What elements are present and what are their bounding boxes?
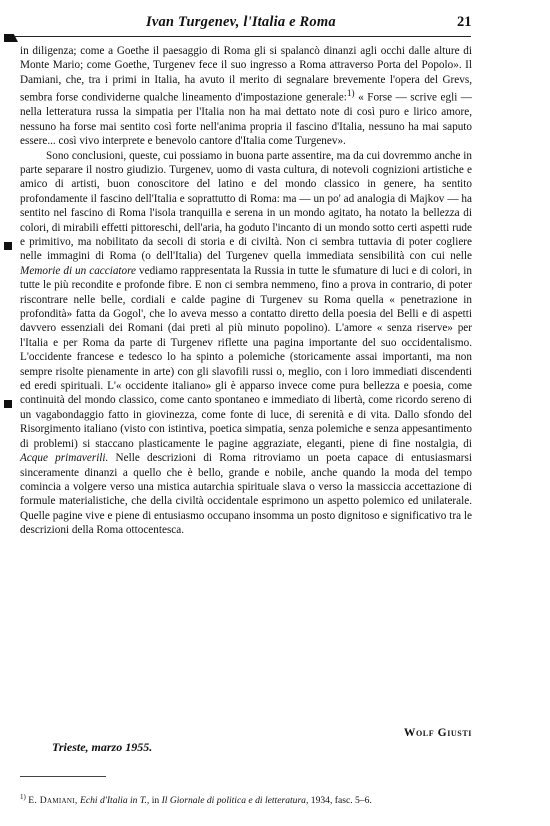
paragraph-1 bbox=[20, 44, 472, 149]
paragraph-2 bbox=[20, 149, 472, 538]
body-text bbox=[20, 44, 472, 538]
page-number: 21 bbox=[457, 14, 472, 30]
italic-title-acque: Acque primaverili. bbox=[20, 452, 109, 465]
paragraph-2-text-b: vediamo rappresentata la Russia in tutte le sfumature di luci e di colori, in tutte le più recondite e profonde fibre. E non ci sembra nemmeno, fino a prova in contrario, di poter riscontrare nelle belle, cordiali e calde pagine di Turgenev su Roma quella « penetrazione in profondità» fatta da Gogol', che lo aveva messo a contatto diretto della poesia del Belli e di aspetti davvero essenziali dei Romani (dai preti al più minuto popolino). L'amore « senza riserve» per l'Italia e per Roma da parte di Turgenev riflette una pagina importante del suo occidentalismo. L'occidente francese e tedesco lo ha spinto a polemiche (storicamente assai importanti, ma non sempre risolte pienamente in arte) con gli slavofili russi o, meglio, con i loro immediati discendenti ed eredi spirituali. L'« occidente italiano» gli è apparso invece come pura bellezza e poesia, come continuità del mondo classico, come canto spontaneo e immediato di libertà, come ricordo sereno di un vagabondaggio fatto in giovinezza, come fonte di luce, di serenità e di vita. Dallo sfondo del Risorgimento italiano (visto con istintiva, poetica simpatia, senza polemiche e senza appesantimento di problemi) si staccano plasticamente le pagine aggraziate, eleganti, piene di fine nostalgia, di bbox=[20, 264, 472, 450]
footnote-ref: 1) bbox=[346, 89, 355, 100]
running-title: Ivan Turgenev, l'Italia e Roma bbox=[146, 14, 336, 30]
footnote-in: in bbox=[149, 795, 162, 807]
paragraph-1-quote: « Forse — scrive egli — nella letteratura russa la simpatia per l'Italia non ha mai dettato note di così puro e lirico amore, nessuno ha forse mai sentito così forte nell'anima propria il fascino d'Italia, nessuno ha mai saputo essere... così vivo interprete e benevolo cantore d'Italia come Turgenev». bbox=[20, 91, 472, 148]
dateline: Trieste, marzo 1955. bbox=[52, 740, 153, 754]
footnote-journal: Il Giornale di politica e di letteratura, bbox=[161, 795, 309, 807]
margin-mark bbox=[4, 400, 12, 408]
footnote-tail: 1934, fasc. 5–6. bbox=[308, 795, 372, 807]
italic-title-memorie: Memorie di un cacciatore bbox=[20, 264, 137, 277]
footnote-marker: 1) bbox=[20, 793, 26, 801]
footnote bbox=[20, 793, 480, 806]
footnote-author: E. Damiani, bbox=[28, 795, 78, 807]
author-signature: Wolf Giusti bbox=[403, 727, 472, 739]
running-header bbox=[22, 14, 472, 36]
margin-mark bbox=[4, 242, 12, 250]
paragraph-2-text-c: Nelle descrizioni di Roma ritroviamo un poeta capace di entusiasmarsi sinceramente dinanzi a quello che è bello, grande e nobile, anche quando la moda del tempo comincia a volgere verso una mistica autarchia spirituale slava o verso la massiccia accettazione di formule materialistiche, che della civiltà occidentale esprimono un aspetto polemico ed unilaterale. Quelle pagine vive e piene di entusiasmo occupano insomma un posto dignitoso e significativo tra le descrizioni della Roma ottocentesca. bbox=[20, 452, 472, 537]
footnote-title: Echi d'Italia in T., bbox=[80, 795, 150, 807]
footnote-rule bbox=[20, 776, 106, 777]
paragraph-2-text-a: Sono conclusioni, queste, cui possiamo in buona parte assentire, ma da cui dovremmo anche in parte separare il nostro giudizio. Turgenev, uomo di vasta cultura, di notevoli cognizioni artistiche e amico di artisti, buon conoscitore del latino e del mondo classico in genere, ha sentito profondamente il fascino dell'Italia e soprattutto di Roma: ma — un po' ad analogia di Majkov — ha sentito nel fascino di Roma l'isola tranquilla e serena in un mondo agitato, ha notato la bellezza di colori, di mirabili effetti pittoreschi, dell'aria, ha goduto l'incanto di un mondo sotto certi aspetti rude e primitivo, ma nobilitato da secoli di storia e di civiltà. Non ci sembra tuttavia di poter cogliere nelle immagini di Roma (o dell'Italia) del Turgenev quella immediata sensibilità con cui nelle bbox=[20, 149, 472, 263]
header-rule bbox=[4, 36, 471, 37]
paragraph-1-text: in diligenza; come a Goethe il paesaggio di Roma gli si spalancò dinanzi agli occhi dalle alture di Monte Mario; come Goethe, Turgenev fece il suo ingresso a Roma attraverso Porta del Popolo». Il Damiani, che, tra i primi in Italia, ha avuto il merito di segnalare brevemente l'opera del Grevs, sembra forse condividerne qualche lineamento d'impostazione generale: bbox=[20, 45, 472, 104]
